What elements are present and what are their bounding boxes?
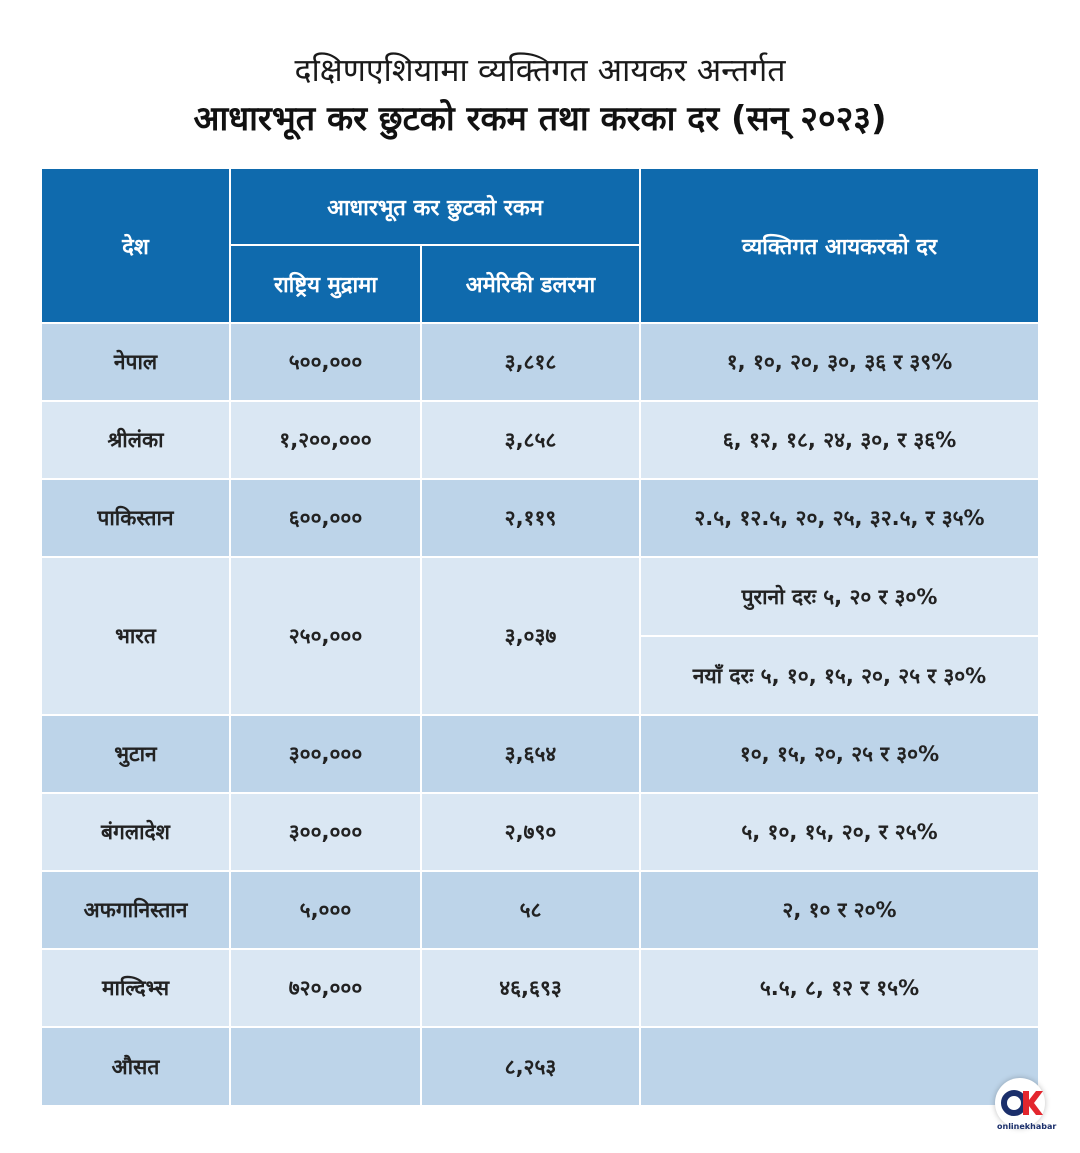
ok-logo-icon — [995, 1078, 1045, 1128]
cell-national: ३००,००० — [230, 715, 421, 793]
table-row — [41, 715, 1039, 793]
title-line-2: आधारभूत कर छुटको रकम तथा करका दर (सन् २०२३) — [193, 99, 887, 139]
title-line-1: दक्षिणएशियामा व्यक्तिगत आयकर अन्तर्गत — [294, 51, 786, 89]
cell-country: भारत — [41, 557, 230, 715]
cell-rate-old: पुरानो दरः ५, २० र ३०% — [640, 557, 1039, 636]
cell-national: २५०,००० — [230, 557, 421, 715]
cell-country: श्रीलंका — [41, 401, 230, 479]
table-row — [41, 949, 1039, 1027]
cell-usd: ३,८१८ — [421, 323, 640, 401]
cell-usd: २,७९० — [421, 793, 640, 871]
cell-country: पाकिस्तान — [41, 479, 230, 557]
cell-usd: ३,०३७ — [421, 557, 640, 715]
cell-national: ७२०,००० — [230, 949, 421, 1027]
cell-country: औसत — [41, 1027, 230, 1106]
table-row — [41, 557, 1039, 636]
cell-usd: ३,६५४ — [421, 715, 640, 793]
table-row — [41, 479, 1039, 557]
table-row — [41, 401, 1039, 479]
cell-country: भुटान — [41, 715, 230, 793]
cell-country: नेपाल — [41, 323, 230, 401]
cell-country: बंगलादेश — [41, 793, 230, 871]
cell-usd: ८,२५३ — [421, 1027, 640, 1106]
table-row — [41, 871, 1039, 949]
cell-national: ५००,००० — [230, 323, 421, 401]
cell-rate: ६, १२, १८, २४, ३०, र ३६% — [640, 401, 1039, 479]
logo-badge — [995, 1078, 1045, 1128]
header-country: देश — [41, 168, 230, 323]
cell-usd: ३,८५८ — [421, 401, 640, 479]
table-row — [41, 323, 1039, 401]
onlinekhabar-logo — [995, 1078, 1055, 1136]
cell-country: माल्दिभ्स — [41, 949, 230, 1027]
cell-national — [230, 1027, 421, 1106]
cell-rate: १०, १५, २०, २५ र ३०% — [640, 715, 1039, 793]
cell-rate: २.५, १२.५, २०, २५, ३२.५, र ३५% — [640, 479, 1039, 557]
cell-usd: ५८ — [421, 871, 640, 949]
table-row — [41, 1027, 1039, 1106]
header-exemption-group: आधारभूत कर छुटको रकम — [230, 168, 640, 245]
table-row — [41, 793, 1039, 871]
cell-country: अफगानिस्तान — [41, 871, 230, 949]
cell-rate: २, १० र २०% — [640, 871, 1039, 949]
cell-rate: ५.५, ८, १२ र १५% — [640, 949, 1039, 1027]
header-tax-rate: व्यक्तिगत आयकरको दर — [640, 168, 1039, 323]
cell-rate: १, १०, २०, ३०, ३६ र ३९% — [640, 323, 1039, 401]
header-national-currency: राष्ट्रिय मुद्रामा — [230, 245, 421, 323]
cell-usd: ४६,६९३ — [421, 949, 640, 1027]
cell-usd: २,११९ — [421, 479, 640, 557]
cell-rate-new: नयाँ दरः ५, १०, १५, २०, २५ र ३०% — [640, 636, 1039, 715]
cell-national: ६००,००० — [230, 479, 421, 557]
logo-text: onlinekhabar — [997, 1122, 1057, 1131]
cell-national: ३००,००० — [230, 793, 421, 871]
cell-rate — [640, 1027, 1039, 1106]
cell-rate: ५, १०, १५, २०, र २५% — [640, 793, 1039, 871]
cell-national: १,२००,००० — [230, 401, 421, 479]
cell-national: ५,००० — [230, 871, 421, 949]
tax-table — [40, 167, 1040, 1107]
header-us-dollar: अमेरिकी डलरमा — [421, 245, 640, 323]
